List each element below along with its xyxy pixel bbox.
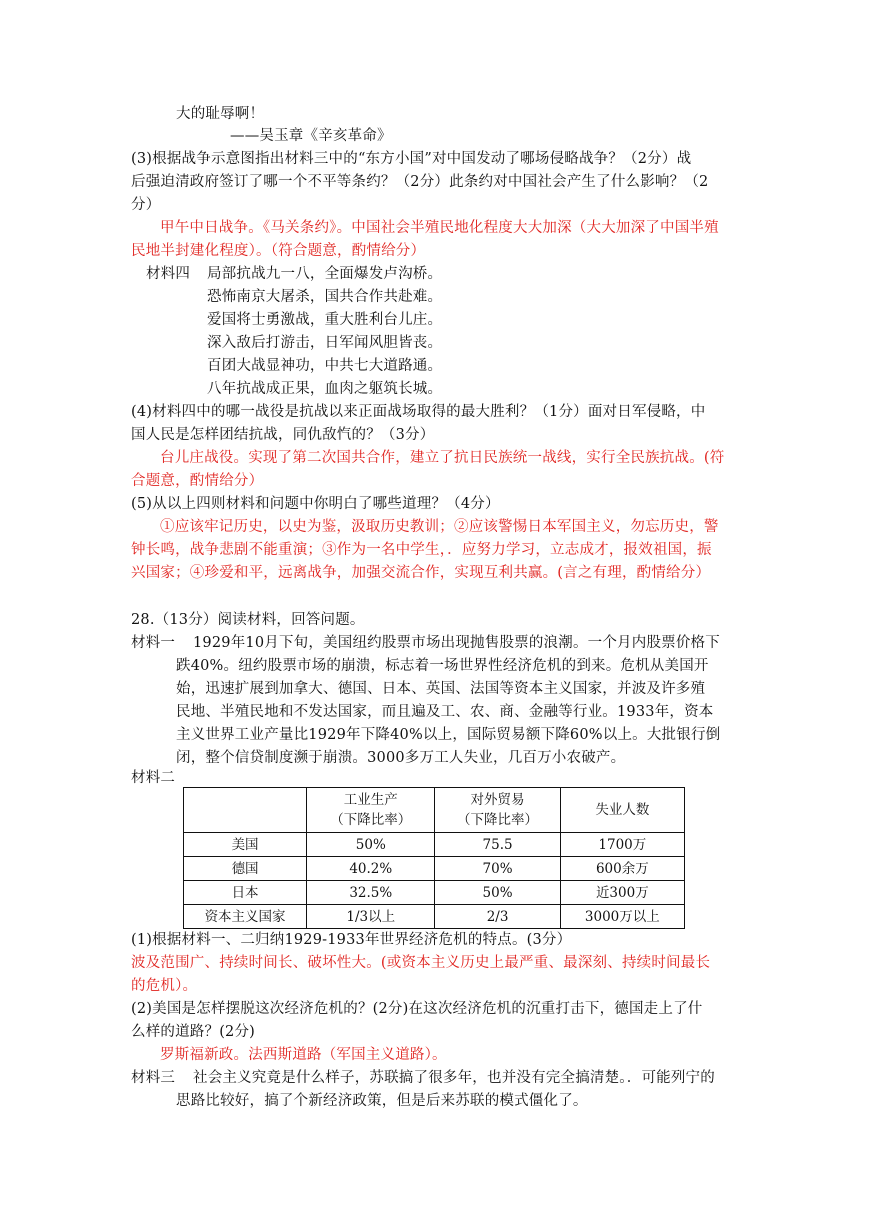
table-cell-country: 美国 xyxy=(184,833,307,857)
poem-line: 爱国将士勇激战，重大胜利台儿庄。 xyxy=(207,312,443,328)
material-1-line: 闭，整个信贷制度濒于崩溃。3000多万工人失业，几百万小农破产。 xyxy=(176,750,626,766)
table-cell-unemployed: 3000万以上 xyxy=(560,905,684,929)
q5-answer-3: 兴国家；④珍爱和平，远离战争，加强交流合作，实现互利共赢。(言之有理，酌情给分） xyxy=(131,565,711,581)
material-1-line: 跌40%。纽约股票市场的崩溃，标志着一场世界性经济危机的到来。危机从美国开 xyxy=(176,658,709,674)
table-header-industry: 工业生产 （下降比率） xyxy=(307,788,435,833)
material-1-line: 1929年10月下旬，美国纽约股票市场出现抛售股票的浪潮。一个月内股票价格下 xyxy=(193,635,720,651)
table-cell-unemployed: 1700万 xyxy=(560,833,684,857)
table-cell-industry: 40.2% xyxy=(307,857,435,881)
q3-line-1: (3)根据战争示意图指出材料三中的“东方小国”对中国发动了哪场侵略战争？（2分）战 xyxy=(131,151,692,167)
q28-2-line-2: 么样的道路？(2分) xyxy=(131,1024,256,1040)
q5-answer-2: 钟长鸣，战争悲剧不能重演；③作为一名中学生，．应努力学习，立志成才，报效祖国，振 xyxy=(131,542,712,558)
table-header-trade: 对外贸易 （下降比率） xyxy=(435,788,560,833)
q28-2-line-1: (2)美国是怎样摆脱这次经济危机的？(2分)在这次经济危机的沉重打击下，德国走上了什 xyxy=(131,1001,703,1017)
poem-line: 八年抗战成正果，血肉之躯筑长城。 xyxy=(207,381,443,397)
table-cell-industry: 50% xyxy=(307,833,435,857)
q28-2-answer-1: 罗斯福新政。法西斯道路（军国主义道路）。 xyxy=(160,1047,447,1063)
q4-answer-1: 台儿庄战役。实现了第二次国共合作，建立了抗日民族统一战线，实行全民族抗战。(符 xyxy=(160,450,725,466)
table-cell-industry: 1/3以上 xyxy=(307,905,435,929)
q4-line-2: 国人民是怎样团结抗战，同仇敌忾的？（3分） xyxy=(131,427,435,443)
poem-line: 局部抗战九一八，全面爆发卢沟桥。 xyxy=(207,266,443,282)
table-header-row xyxy=(184,788,685,833)
q3-line-2: 后强迫清政府签订了哪一个不平等条约？（2分）此条约对中国社会产生了什么影响？（2 xyxy=(131,174,709,190)
quote-attribution: ——吴玉章《辛亥革命》 xyxy=(230,128,392,144)
question-28-title: 28.（13分）阅读材料，回答问题。 xyxy=(131,612,365,628)
q3-answer-2: 民地半封建化程度）。（符合题意，酌情给分） xyxy=(131,243,426,259)
material-2-label: 材料二 xyxy=(131,770,176,786)
q3-line-3: 分） xyxy=(131,197,161,213)
table-cell-trade: 75.5 xyxy=(435,833,560,857)
material-1-line: 民地、半殖民地和不发达国家，而且遍及工、农、商、金融等行业。1933年，资本 xyxy=(176,704,714,720)
q5-answer-1: ①应该牢记历史，以史为鉴，汲取历史教训；②应该警惕日本军国主义，勿忘历史，警 xyxy=(160,519,719,535)
material-1-line: 主义世界工业产量比1929年下降40%以上，国际贸易额下降60%以上。大批银行倒 xyxy=(176,727,721,743)
table-row xyxy=(184,905,685,929)
table-cell-industry: 32.5% xyxy=(307,881,435,905)
table-header-unemployed: 失业人数 xyxy=(560,788,684,833)
q4-line-1: (4)材料四中的哪一战役是抗战以来正面战场取得的最大胜利？（1分）面对日军侵略，中 xyxy=(131,404,706,420)
table-row xyxy=(184,881,685,905)
table-cell-country: 德国 xyxy=(184,857,307,881)
table-cell-trade: 50% xyxy=(435,881,560,905)
table-cell-trade: 2/3 xyxy=(435,905,560,929)
table-row xyxy=(184,833,685,857)
table-cell-trade: 70% xyxy=(435,857,560,881)
poem-line: 恐怖南京大屠杀，国共合作共赴难。 xyxy=(207,289,443,305)
table-cell-unemployed: 600余万 xyxy=(560,857,684,881)
table-header-empty xyxy=(184,788,307,833)
poem-line: 深入敌后打游击，日军闻风胆皆丧。 xyxy=(207,335,443,351)
quote-end: 大的耻辱啊！ xyxy=(176,106,265,122)
material-4-label: 材料四 xyxy=(146,266,191,282)
table-cell-country: 资本主义国家 xyxy=(184,905,307,929)
q28-1-answer-2: 的危机）。 xyxy=(131,978,198,994)
material-3-line: 社会主义究竟是什么样子，苏联搞了很多年，也并没有完全搞清楚。．可能列宁的 xyxy=(193,1070,715,1086)
table-cell-country: 日本 xyxy=(184,881,307,905)
q5-line-1: (5)从以上四则材料和问题中你明白了哪些道理？（4分） xyxy=(131,496,500,512)
material-1-label: 材料一 xyxy=(131,635,176,651)
poem-line: 百团大战显神功，中共七大道路通。 xyxy=(207,358,443,374)
q28-1-line-1: (1)根据材料一、二归纳1929-1933年世界经济危机的特点。(3分） xyxy=(131,932,572,948)
material-1-line: 始，迅速扩展到加拿大、德国、日本、英国、法国等资本主义国家，并波及许多殖 xyxy=(176,681,706,697)
material-3-label: 材料三 xyxy=(131,1070,176,1086)
q3-answer-1: 甲午中日战争。《马关条约》。中国社会半殖民地化程度大大加深（大大加深了中国半殖 xyxy=(160,220,719,236)
q4-answer-2: 合题意，酌情给分） xyxy=(131,473,264,489)
economic-crisis-table xyxy=(183,787,685,929)
q28-1-answer-1: 波及范围广、持续时间长、破坏性大。(或资本主义历史上最严重、最深刻、持续时间最长 xyxy=(131,955,711,971)
material-3-line: 思路比较好，搞了个新经济政策，但是后来苏联的模式僵化了。 xyxy=(176,1093,588,1109)
table-cell-unemployed: 近300万 xyxy=(560,881,684,905)
table-row xyxy=(184,857,685,881)
